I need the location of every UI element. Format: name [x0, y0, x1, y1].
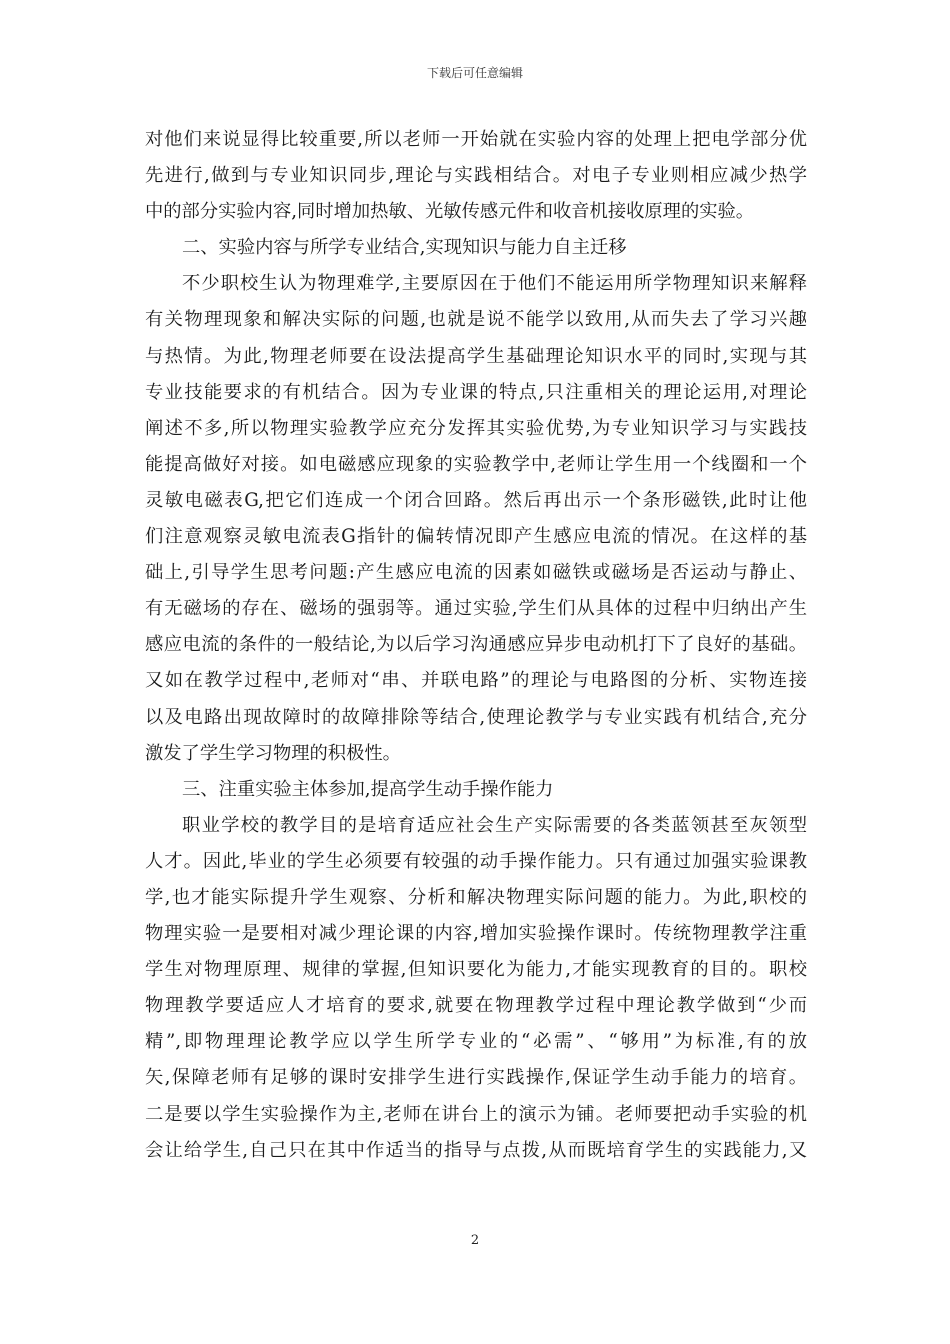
- text-line: 学,也才能实际提升学生观察、分析和解决物理实际问题的能力。为此,职校的: [145, 886, 807, 908]
- text-line: 础上,引导学生思考问题:产生感应电流的因素如磁铁或磁场是否运动与静止、: [145, 562, 807, 584]
- text-line: 职业学校的教学目的是培育适应社会生产实际需要的各类蓝领甚至灰领型: [182, 814, 807, 836]
- text-line: 中的部分实验内容,同时增加热敏、光敏传感元件和收音机接收原理的实验。: [145, 201, 755, 223]
- section-heading: 二、实验内容与所学专业结合,实现知识与能力自主迁移: [182, 237, 627, 259]
- text-line: 学生对物理原理、规律的掌握,但知识要化为能力,才能实现教育的目的。职校: [145, 959, 807, 981]
- text-line: 专业技能要求的有机结合。因为专业课的特点,只注重相关的理论运用,对理论: [145, 381, 807, 403]
- text-line: 物理实验一是要相对减少理论课的内容,增加实验操作课时。传统物理教学注重: [145, 923, 807, 945]
- text-line: 二是要以学生实验操作为主,老师在讲台上的演示为铺。老师要把动手实验的机: [145, 1103, 807, 1125]
- text-line: 能提高做好对接。如电磁感应现象的实验教学中,老师让学生用一个线圈和一个: [145, 453, 807, 475]
- text-line: 们注意观察灵敏电流表G指针的偏转情况即产生感应电流的情况。在这样的基: [145, 526, 807, 548]
- page-number: 2: [470, 1233, 480, 1248]
- text-line: 激发了学生学习物理的积极性。: [145, 742, 401, 764]
- text-line: 以及电路出现故障时的故障排除等结合,使理论教学与专业实践有机结合,充分: [145, 706, 807, 728]
- page-header: 下载后可任意编辑: [426, 66, 523, 80]
- text-line: 物理教学要适应人才培育的要求,就要在物理教学过程中理论教学做到“少而: [145, 995, 807, 1017]
- text-line: 有无磁场的存在、磁场的强弱等。通过实验,学生们从具体的过程中归纳出产生: [145, 598, 807, 620]
- section-heading: 三、注重实验主体参加,提高学生动手操作能力: [182, 778, 554, 800]
- text-line: 先进行,做到与专业知识同步,理论与实践相结合。对电子专业则相应减少热学: [145, 165, 807, 187]
- text-line: 与热情。为此,物理老师要在设法提高学生基础理论知识水平的同时,实现与其: [145, 345, 807, 367]
- text-line: 矢,保障老师有足够的课时安排学生进行实践操作,保证学生动手能力的培育。: [145, 1067, 807, 1089]
- text-line: 感应电流的条件的一般结论,为以后学习沟通感应异步电动机打下了良好的基础。: [145, 634, 807, 656]
- text-line: 会让给学生,自己只在其中作适当的指导与点拨,从而既培育学生的实践能力,又: [145, 1139, 807, 1161]
- text-line: 有关物理现象和解决实际的问题,也就是说不能学以致用,从而失去了学习兴趣: [145, 309, 807, 331]
- text-line: 精”,即物理理论教学应以学生所学专业的“必需”、“够用”为标准,有的放: [145, 1031, 807, 1053]
- text-line: 对他们来说显得比较重要,所以老师一开始就在实验内容的处理上把电学部分优: [145, 129, 807, 150]
- text-line: 灵敏电磁表G,把它们连成一个闭合回路。然后再出示一个条形磁铁,此时让他: [145, 489, 807, 511]
- text-line: 又如在教学过程中,老师对“串、并联电路”的理论与电路图的分析、实物连接: [145, 670, 807, 692]
- text-line: 不少职校生认为物理难学,主要原因在于他们不能运用所学物理知识来解释: [182, 273, 807, 295]
- text-line: 阐述不多,所以物理实验教学应充分发挥其实验优势,为专业知识学习与实践技: [145, 417, 807, 439]
- document-body: [145, 122, 807, 1169]
- text-line: 人才。因此,毕业的学生必须要有较强的动手操作能力。只有通过加强实验课教: [145, 850, 807, 872]
